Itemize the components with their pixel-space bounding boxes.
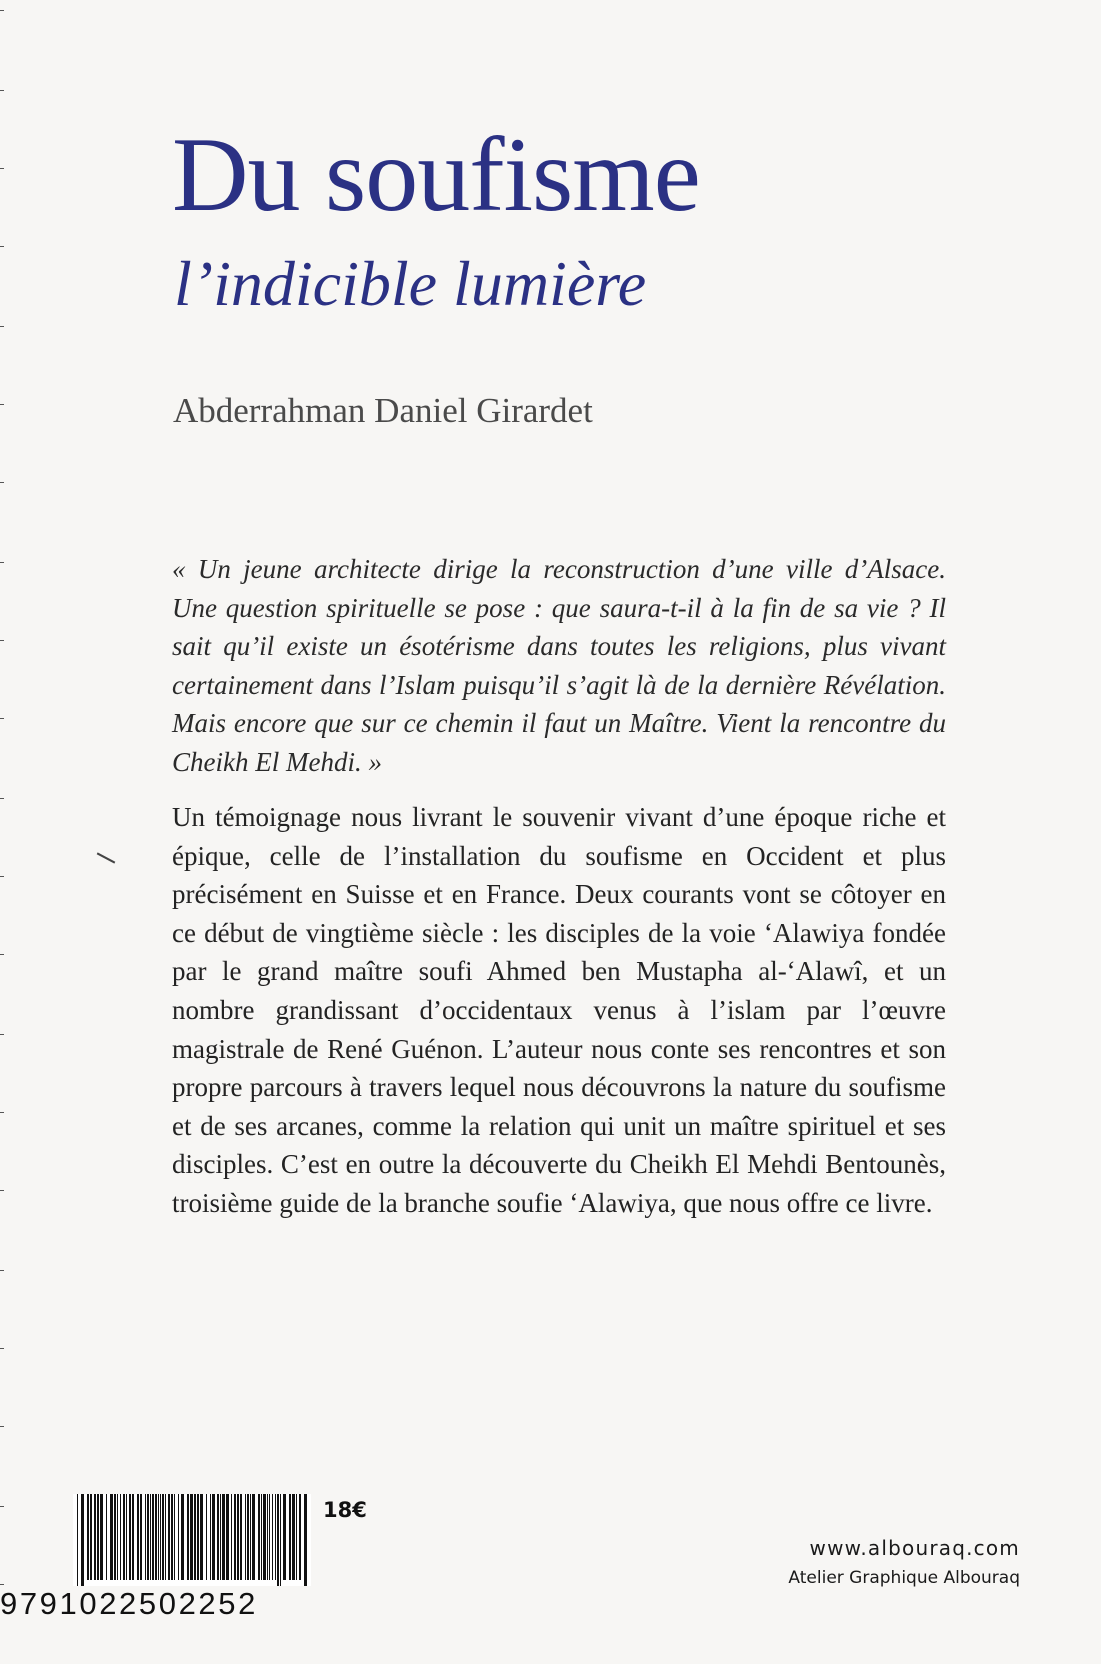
barcode-bar xyxy=(178,1494,179,1580)
barcode-bar xyxy=(261,1494,262,1580)
barcode-bar xyxy=(155,1494,157,1580)
barcode-bar xyxy=(97,1494,99,1580)
barcode-bar xyxy=(120,1494,121,1580)
barcode-bar xyxy=(147,1494,149,1580)
barcode-bar xyxy=(277,1494,279,1586)
barcode-bars xyxy=(73,1494,311,1586)
barcode-bar xyxy=(240,1494,242,1580)
barcode-bar xyxy=(160,1494,161,1580)
barcode-bar xyxy=(181,1494,184,1580)
edge-tick xyxy=(0,718,4,719)
edge-tick xyxy=(0,246,4,247)
barcode-bar xyxy=(126,1494,127,1580)
book-subtitle: l’indicible lumière xyxy=(174,248,647,319)
barcode-bar xyxy=(231,1494,232,1580)
barcode-bar xyxy=(190,1494,193,1580)
barcode-bar xyxy=(77,1494,78,1586)
barcode-bar xyxy=(194,1494,196,1580)
barcode-bar xyxy=(299,1494,301,1580)
edge-tick xyxy=(0,1034,4,1035)
barcode-bar xyxy=(165,1494,166,1580)
edge-tick xyxy=(0,90,4,91)
edge-tick xyxy=(0,798,4,799)
barcode-bar xyxy=(217,1494,219,1580)
barcode-bar xyxy=(110,1494,113,1580)
barcode-bar xyxy=(234,1494,236,1580)
barcode-bar xyxy=(200,1494,203,1580)
edge-tick xyxy=(0,404,4,405)
edge-tick xyxy=(0,10,4,11)
edge-tick xyxy=(0,640,4,641)
edge-tick xyxy=(0,168,4,169)
barcode-bar xyxy=(81,1494,84,1586)
barcode-bar xyxy=(137,1494,139,1580)
barcode-bar xyxy=(250,1494,251,1580)
edge-tick xyxy=(0,1348,4,1349)
edge-tick xyxy=(0,482,4,483)
barcode-bar xyxy=(94,1494,96,1580)
isbn-barcode xyxy=(73,1494,311,1586)
barcode-bar xyxy=(145,1494,146,1580)
publisher-website: www.albouraq.com xyxy=(809,1536,1020,1560)
barcode-bar xyxy=(162,1494,164,1580)
barcode-bar xyxy=(296,1494,297,1580)
author-name: Abderrahman Daniel Girardet xyxy=(173,391,593,430)
barcode-bar xyxy=(117,1494,118,1580)
barcode-bar xyxy=(283,1494,286,1580)
barcode-bar xyxy=(263,1494,266,1580)
barcode-bar xyxy=(100,1494,103,1580)
barcode-bar xyxy=(272,1494,273,1580)
barcode-bar xyxy=(237,1494,239,1580)
barcode-bar xyxy=(87,1494,89,1580)
barcode-bar xyxy=(152,1494,154,1580)
barcode-bar xyxy=(187,1494,189,1580)
edge-tick xyxy=(0,1426,4,1427)
barcode-bar xyxy=(226,1494,229,1580)
barcode-bar xyxy=(140,1494,142,1580)
edge-tick xyxy=(0,562,4,563)
barcode-bar xyxy=(197,1494,199,1580)
barcode-bar xyxy=(114,1494,116,1580)
edge-tick xyxy=(0,326,4,327)
barcode-bar xyxy=(289,1494,291,1580)
barcode-bar xyxy=(123,1494,125,1580)
barcode-bar xyxy=(158,1494,159,1580)
barcode-bar xyxy=(150,1494,151,1580)
barcode-bar xyxy=(106,1494,107,1580)
barcode-bar xyxy=(304,1494,307,1586)
barcode-bar xyxy=(280,1494,281,1586)
edge-tick xyxy=(0,954,4,955)
barcode-bar xyxy=(129,1494,131,1580)
barcode-bar xyxy=(174,1494,175,1580)
barcode-bar xyxy=(247,1494,249,1580)
barcode-bar xyxy=(269,1494,270,1580)
barcode-bar xyxy=(206,1494,207,1580)
edge-tick xyxy=(0,876,4,877)
barcode-bar xyxy=(267,1494,268,1580)
barcode-bar xyxy=(90,1494,92,1580)
barcode-bar xyxy=(252,1494,255,1580)
barcode-bar xyxy=(168,1494,170,1580)
publisher-atelier: Atelier Graphique Albouraq xyxy=(788,1568,1020,1588)
price-label: 18€ xyxy=(323,1498,367,1522)
barcode-bar xyxy=(275,1494,276,1580)
stray-mark xyxy=(97,852,116,863)
edge-tick xyxy=(0,1584,4,1585)
edge-tick xyxy=(0,1506,4,1507)
blurb-paragraph: Un témoignage nous livrant le souvenir vivant d’une époque riche et épique, celle de l’installation du soufisme en Occident et plus précisément en Suisse et en France. Deux courants vont se côtoyer en ce début de vingtième siècle : les disciples de la voie ‘Alawiya fondée par le grand maître soufi Ahmed ben Mustapha al-‘Alawî, et un nombre grandissant d’occidentaux venus à l’islam par l’œuvre magistrale de René Guénon. L’auteur nous conte ses rencontres et son propre parcours à travers lequel nous découvrons la nature du soufisme et de ses arcanes, comme la relation qui unit un maître spirituel et ses disciples. C’est en outre la découverte du Cheikh El Mehdi Bentounès, troisième guide de la branche soufie ‘Alawiya, que nous offre ce livre. xyxy=(172,802,946,1218)
barcode-bar xyxy=(220,1494,221,1580)
edge-tick xyxy=(0,1112,4,1113)
edge-tick xyxy=(0,1190,4,1191)
barcode-bar xyxy=(171,1494,173,1580)
book-title: Du soufisme xyxy=(172,116,700,233)
barcode-bar xyxy=(212,1494,215,1580)
barcode-bar xyxy=(210,1494,211,1580)
barcode-bar xyxy=(245,1494,246,1580)
quote-paragraph: « Un jeune architecte dirige la reconstruction d’une ville d’Alsace. Une question spirituelle se pose : que saura-t-il à la fin de sa vie ? Il sait qu’il existe un ésotérisme dans toutes les religions, plus vivant certainement dans l’Islam puisqu’il s’agit là de la dernière Révélation. Mais encore que sur ce chemin il faut un Maître. Vient la rencontre du Cheikh El Mehdi. » xyxy=(172,554,946,777)
barcode-bar xyxy=(258,1494,260,1580)
barcode-bar xyxy=(222,1494,225,1580)
isbn-number: 9791022502252 xyxy=(0,1586,258,1621)
edge-tick xyxy=(0,1270,4,1271)
barcode-bar xyxy=(132,1494,134,1580)
barcode-bar xyxy=(292,1494,295,1580)
